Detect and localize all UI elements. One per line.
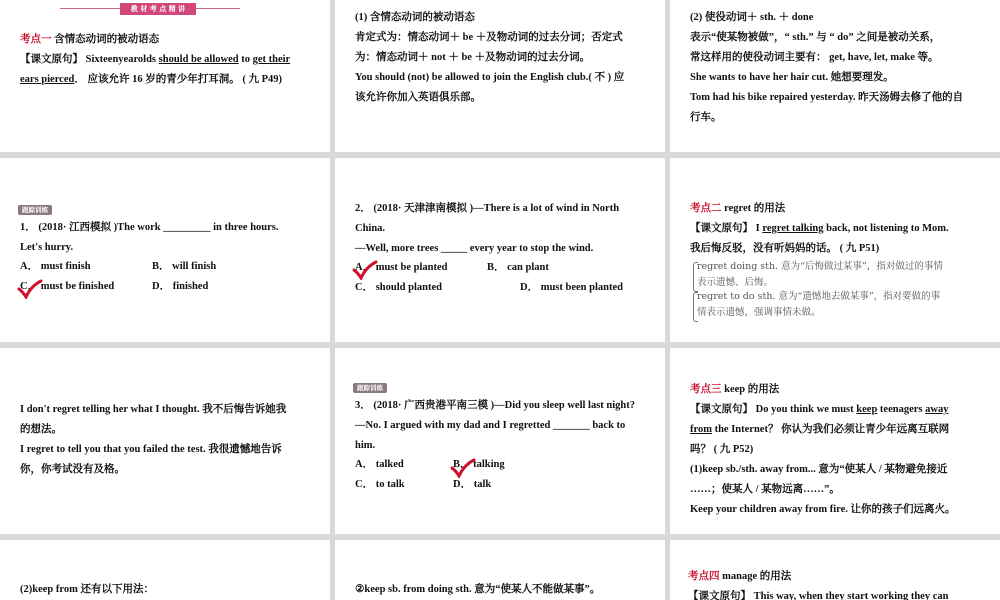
slide-text: 吗？ ( 九 P52) (1)keep sb./sth. away from... 意为“使某人 / 某物避免接近 ……；使某人 / 某物远离……”。 Keep your children away from fire. 让你的孩子们远离火。 <box>690 444 956 515</box>
point-label: 考点二 <box>690 203 722 214</box>
source-label: 【课文原句】 <box>690 404 753 415</box>
source-line-2 <box>690 420 949 440</box>
option-a: A． talked <box>355 459 404 470</box>
source-text: the Internet？ 你认为我们必须让青少年远离互联网 <box>711 424 950 435</box>
underlined-phrase: ears pierced <box>20 74 75 85</box>
check-mark-icon <box>17 279 43 299</box>
source-line-1 <box>688 587 948 600</box>
point-heading <box>690 380 779 400</box>
slide-9 <box>670 348 1000 534</box>
point-title: manage 的用法 <box>722 571 792 582</box>
option-d: D． must been planted <box>520 282 623 293</box>
source-text: teenagers <box>877 404 926 415</box>
option-b: B． talking <box>453 459 505 470</box>
underlined-phrase: from <box>690 424 712 435</box>
source-text: This way, when they start working they can <box>753 591 949 600</box>
banner <box>60 3 240 15</box>
option-a: A． must finish <box>20 261 91 272</box>
source-line-1 <box>690 400 948 420</box>
point-title: keep 的用法 <box>724 384 780 395</box>
tracking-tag: 跟踪训练 <box>18 205 52 215</box>
underlined-phrase: regret talking <box>762 223 824 234</box>
question-text: 1． (2018· 江西模拟 )The work _________ in three hours. Let's hurry. <box>20 222 279 253</box>
source-text: to <box>238 54 253 65</box>
point-label: 考点四 <box>688 571 720 582</box>
option-c: C． must be finished <box>20 281 115 292</box>
slide-7 <box>0 348 330 534</box>
slide-12 <box>670 540 1000 600</box>
slide-2 <box>335 0 665 152</box>
slide-text: (1) 含情态动词的被动语态 肯定式为：情态动词＋ be ＋及物动词的过去分词；否定式 为：情态动词＋ not ＋ be ＋及物动词的过去分词。 You should (not) be allowed to join the English club.( 不 ) 应 该允许你加入英语俱乐部。 <box>355 12 625 103</box>
point-heading <box>690 199 785 219</box>
point-title: regret 的用法 <box>724 203 786 214</box>
point-label: 考点三 <box>690 384 722 395</box>
point-title: 含情态动词的被动语态 <box>54 34 160 45</box>
option-d: D． talk <box>453 479 492 490</box>
source-line-2 <box>20 70 282 90</box>
source-label: 【课文原句】 <box>20 54 83 65</box>
slide-5 <box>335 158 665 342</box>
slide-11 <box>335 540 665 600</box>
source-line-1 <box>690 219 949 239</box>
source-text: Do you think we must <box>755 404 857 415</box>
source-text: back, not listening to Mom. <box>823 223 949 234</box>
slide-text: (2) 使役动词＋ sth. ＋ done 表示“使某物被做”，“ sth.” 与 “ do” 之间是被动关系， 常这样用的使役动词主要有： get, have, let, make 等。 She wants to have her hair cut. 她想要理发。 Tom had his bike repaired yesterday. 昨天汤姆去修了他的自 行车。 <box>690 12 964 123</box>
point-heading <box>688 567 791 587</box>
question-text: 2． (2018· 天津津南模拟 )—There is a lot of wind in North China. —Well, more trees _____ every year to stop the wind. <box>355 203 620 254</box>
handwritten-note: 表示遗憾、后悔。 <box>697 277 774 288</box>
slide-text: (2)keep from 还有以下用法： <box>20 584 154 595</box>
underlined-phrase: keep <box>856 404 878 415</box>
banner-label: 教 材 考 点 精 讲 <box>120 3 196 15</box>
option-c: C． to talk <box>355 479 405 490</box>
slide-8 <box>335 348 665 534</box>
slide-3 <box>670 0 1000 152</box>
handwritten-note: 情表示遗憾，强调事情未做。 <box>697 307 821 318</box>
source-label: 【课文原句】 <box>688 591 751 600</box>
underlined-phrase: should be allowed <box>158 54 239 65</box>
check-mark-icon <box>450 458 476 478</box>
option-d: D． finished <box>152 281 209 292</box>
option-a: A． must be planted <box>355 262 448 273</box>
tracking-tag: 跟踪训练 <box>353 383 387 393</box>
handwritten-note: regret to do sth. 意为“遗憾地去做某事”，指对要做的事 <box>697 291 941 302</box>
source-text: I <box>755 223 763 234</box>
option-c: C． should planted <box>355 282 442 293</box>
source-line-2: 我后悔反驳，没有听妈妈的话。 ( 九 P51) <box>690 243 880 254</box>
source-text: ． 应该允许 16 岁的青少年打耳洞。 ( 九 P49) <box>74 74 283 85</box>
point-heading <box>20 30 159 50</box>
check-mark-icon <box>352 260 378 280</box>
slide-6 <box>670 158 1000 342</box>
point-label: 考点一 <box>20 34 52 45</box>
underlined-phrase: away <box>925 404 949 415</box>
source-label: 【课文原句】 <box>690 223 753 234</box>
slide-10 <box>0 540 330 600</box>
underlined-phrase: get their <box>252 54 291 65</box>
handwritten-note: regret doing sth. 意为“后悔做过某事”，指对做过的事情 <box>697 261 943 272</box>
slide-text: I don't regret telling her what I thought. 我不后悔告诉她我 的想法。 I regret to tell you that you failed the test. 我很遗憾地告诉 你，你考试没有及格。 <box>20 404 287 475</box>
question-text: 3． (2018· 广西贵港平南三模 )—Did you sleep well last night? —No. I argued with my dad and I regretted _______ back to him. <box>355 400 636 451</box>
source-text: Sixteenyearolds <box>85 54 159 65</box>
option-b: B． can plant <box>487 262 549 273</box>
slide-text: ②keep sb. from doing sth. 意为“使某人不能做某事”。 <box>355 584 601 595</box>
slide-4 <box>0 158 330 342</box>
option-b: B． will finish <box>152 261 217 272</box>
source-line-1 <box>20 50 290 70</box>
slide-1 <box>0 0 330 152</box>
